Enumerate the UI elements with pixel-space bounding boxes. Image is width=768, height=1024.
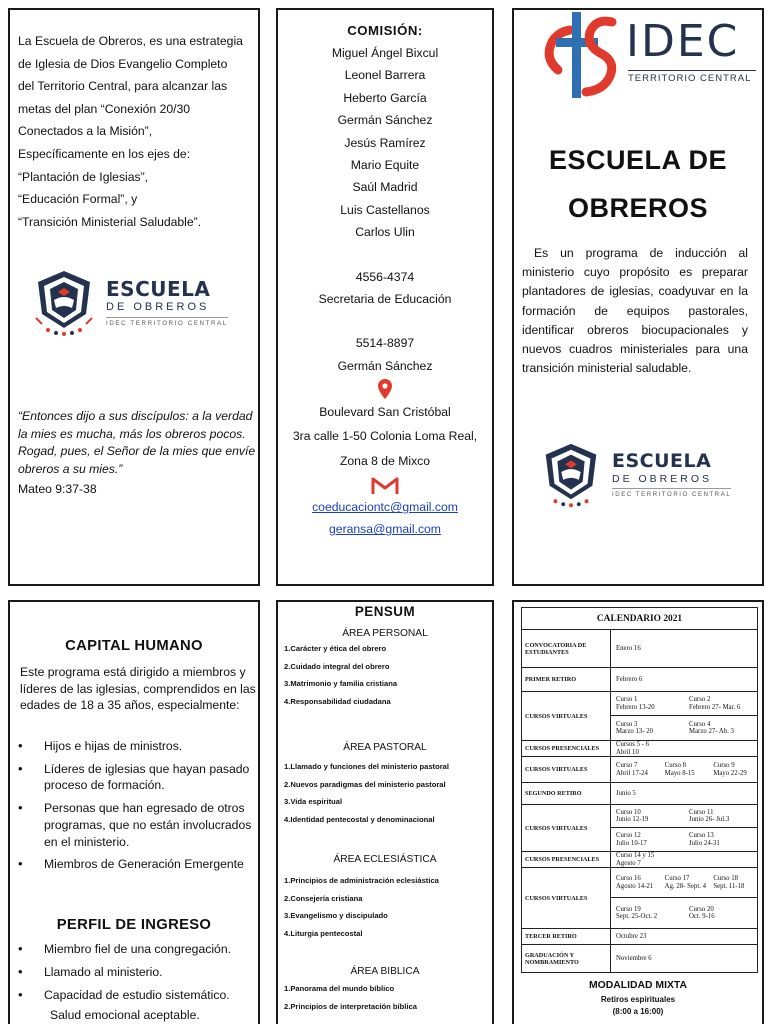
idec-logo [526,10,758,100]
commission-member: Saúl Madrid [352,180,418,195]
commission-member: Jesús Ramírez [344,135,426,150]
modality-title: MODALIDAD MIXTA [589,980,687,991]
idec-subtitle: TERRITORIO CENTRAL [628,70,756,84]
shield-emblem-icon [28,268,100,338]
commission-member: Mario Equite [350,157,420,172]
list-item: • Miembro fiel de una congregación. [10,941,256,958]
commission-member: Carlos Ulin [355,225,415,240]
event-label: TERCER RETIRO [522,929,611,945]
address-line: Zona 8 de Mixco [339,453,431,468]
phone-number: 4556-4374 [355,269,415,284]
logo-title: ESCUELA [612,449,712,472]
course-item: 2.Nuevos paradigmas del ministerio pastoral [284,779,446,789]
logo-subtitle: DE OBREROS [612,472,713,485]
course-list [284,980,490,1015]
section-heading: PERFIL DE INGRESO [56,917,212,933]
course-date: Febrero 13-20 [616,703,655,711]
course-date: Marzo 27- Ab. 3 [689,728,734,735]
event-label: CURSOS VIRTUALES [522,805,611,852]
event-label: CURSOS VIRTUALES [522,757,611,783]
program-description: Es un programa de inducción al ministerio cuyo propósito es preparar plantadores de iglesias, coadyuvar en la formación de equipos pastorales, identificar obreros biocupacionales y nuevos cuadros ministeriales para una transición ministerial saludable. [522,246,748,376]
event-label: CURSOS PRESENCIALES [522,741,611,757]
course-name: Curso 4 [689,720,711,728]
course-date: Junio 12-19 [616,816,649,823]
course-date: Mayo 22-29 [713,769,747,777]
course-name: Curso 13 [689,832,714,840]
course-item: 2.Principios de interpretación bíblica [284,1001,417,1011]
commission-member: Heberto García [343,90,427,105]
logo-caption: IDEC TERRITORIO CENTRAL [106,317,228,327]
course-date: Junio 26- Jul.3 [689,816,730,823]
course-name: Curso 11 [689,808,714,816]
commission-panel [276,8,494,586]
course-item: 2.Cuidado integral del obrero [284,661,390,671]
cover-title-line: ESCUELA DE [548,145,728,175]
intro-line: “Educación Formal”, y [18,192,138,207]
event-date: Febrero 6 [611,668,758,692]
target-description: Este programa está dirigido a miembros y líderes de las iglesias, comprendidos en las edades de 18 a 35 años, especialmente: [20,665,256,713]
course-name: Curso 12 [616,832,641,840]
calendar-panel [512,600,764,1024]
course-date: Sept. 25-Oct. 2 [616,913,658,920]
phone-label: Germán Sánchez [337,358,433,373]
list-item: • Capacidad de estudio sistemático. [10,987,256,1004]
course-item: 4.Liturgia pentecostal [284,928,363,938]
intro-line: de Iglesia de Dios Evangelio Completo [18,56,228,71]
event-label: CONVOCATORIA DE ESTUDIANTES [522,630,611,668]
event-label: SEGUNDO RETIRO [522,783,611,805]
logo-title: ESCUELA [106,276,211,301]
course-item: 1.Panorama del mundo bíblico [284,984,395,993]
escuela-logo [28,268,228,338]
course-name: Curso 3 [616,720,638,728]
course-name: Curso 7 [616,762,638,770]
event-date: Noviembre 6 [611,945,758,973]
commission-member: Luis Castellanos [340,202,430,217]
area-heading: ÁREA ECLESIÁSTICA [333,854,437,865]
escuela-logo [536,440,731,510]
course-date: Oct. 9-16 [689,913,715,920]
course-list [284,640,490,710]
intro-line: del Territorio Central, para alcanzar las [18,79,228,94]
address-line: 3ra calle 1-50 Colonia Loma Real, [292,429,478,444]
course-name: Curso 19 [616,905,641,913]
modality-time: (8:00 a 16:00) [612,1007,664,1016]
intro-line: Conectados a la Misión”, [18,124,153,139]
course-date: Abril 10 [616,748,639,756]
list-item: • Hijos e hijas de ministros. [10,738,256,755]
course-name: Cursos 5 - 6 [616,741,650,749]
course-name: Curso 17 [664,875,690,883]
intro-panel [8,8,260,586]
intro-line: metas del plan “Conexión 20/30 [18,101,191,116]
commission-member: Miguel Ángel Bixcul [331,46,439,60]
event-date: Enero 16 [611,630,758,668]
modality-subtitle: Retiros espirituales [600,995,676,1004]
area-heading: ÁREA PERSONAL [342,628,428,639]
area-heading: ÁREA PASTORAL [343,742,427,753]
area-heading: ÁREA BIBLICA [350,966,420,977]
list-item: • Personas que han egresado de otros programas, que no están involucrados en el ministerio. [10,800,256,850]
course-date: Mayo 8-15 [664,769,695,777]
course-item: 4.Identidad pentecostal y denominacional [284,814,435,824]
list-item: • Llamado al ministerio. [10,964,256,981]
course-list [284,758,490,828]
intro-line: La Escuela de Obreros, es una estrategia [18,34,243,48]
course-list [284,872,490,942]
list-item-continued: Salud emocional aceptable. [50,1008,200,1022]
entry-profile-list [10,941,256,1010]
course-date: Julio 24-31 [689,839,720,847]
course-name: Curso 18 [713,875,739,883]
course-name: Curso 8 [664,762,687,770]
email-link[interactable]: coeducaciontc@gmail.com [312,500,458,515]
course-item: 3.Evangelismo y discipulado [284,911,388,920]
course-date: Febrero 27- Mar. 6 [689,703,741,711]
logo-subtitle: DE OBREROS [106,300,210,313]
calendar-table [521,607,758,973]
course-date: Abril 17-24 [616,769,648,777]
event-date: Octubre 23 [611,929,758,945]
course-item: 3.Vida espiritual [284,797,343,806]
event-label: CURSOS VIRTUALES [522,692,611,741]
location-pin-icon [378,379,392,399]
commission-title: COMISIÓN: [347,23,423,38]
course-item: 1.Llamado y funciones del ministerio pastoral [284,762,449,771]
course-date: Sept. 11-18 [713,882,745,890]
capital-humano-panel [8,600,260,1024]
target-list [10,738,256,879]
course-name: Curso 2 [689,696,711,704]
event-label: GRADUACIÓN Y NOMBRAMIENTO [522,945,611,973]
pensum-panel [276,600,494,1024]
phone-label: Secretaria de Educación [318,291,452,306]
pensum-title: PENSUM [354,604,416,619]
commission-member: Leonel Barrera [344,68,426,83]
course-date: Agosto 7 [616,859,641,867]
course-item: 1.Carácter y ética del obrero [284,644,387,653]
logo-caption: IDEC TERRITORIO CENTRAL [612,488,731,498]
course-item: 1.Principios de administración eclesiástica [284,876,439,885]
course-name: Curso 16 [616,875,641,883]
course-name: Curso 14 y 15 [616,852,655,860]
list-item: • Miembros de Generación Emergente [10,856,256,873]
email-link[interactable]: geransa@gmail.com [329,522,441,537]
gmail-icon [371,476,399,496]
course-date: Agosto 14-21 [616,882,654,890]
course-item: 3.Matrimonio y familia cristiana [284,679,398,688]
calendar-title: CALENDARIO 2021 [522,608,758,630]
course-item: 4.Responsabilidad ciudadana [284,696,391,706]
intro-text [18,30,254,233]
cover-title [514,136,762,232]
idec-name: IDEC [626,16,740,67]
course-date: Marzo 13- 20 [616,728,653,735]
course-name: Curso 9 [713,762,735,770]
verse-reference: Mateo 9:37-38 [18,482,97,496]
course-item: 2.Consejería cristiana [284,893,363,903]
section-heading: CAPITAL HUMANO [65,638,203,654]
commission-member: Germán Sánchez [337,113,433,128]
event-label: CURSOS PRESENCIALES [522,852,611,868]
address-line: Boulevard San Cristóbal [319,405,451,420]
course-name: Curso 1 [616,696,638,704]
event-date: Junio 5 [611,783,758,805]
course-name: Curso 20 [689,905,714,913]
event-label: PRIMER RETIRO [522,668,611,692]
intro-line: “Plantación de Iglesias”, [18,169,149,184]
cover-title-line: OBREROS [567,193,709,223]
course-name: Curso 10 [616,808,641,816]
course-date: Ag. 28- Sept. 4 [664,882,707,890]
course-date: Julio 10-17 [616,839,647,847]
intro-line: “Transición Ministerial Saludable”. [18,214,202,229]
intro-line: Específicamente en los ejes de: [18,146,191,161]
cover-panel [512,8,764,586]
list-item: • Líderes de iglesias que hayan pasado proceso de formación. [10,761,256,794]
shield-emblem-icon [536,440,606,510]
bible-verse: “Entonces dijo a sus discípulos: a la verdad la mies es mucha, más los obreros pocos. Rogad, pues, el Señor de la mies que envíe obreros a su mies.” [18,409,256,476]
phone-number: 5514-8897 [355,336,415,351]
event-label: CURSOS VIRTUALES [522,868,611,929]
